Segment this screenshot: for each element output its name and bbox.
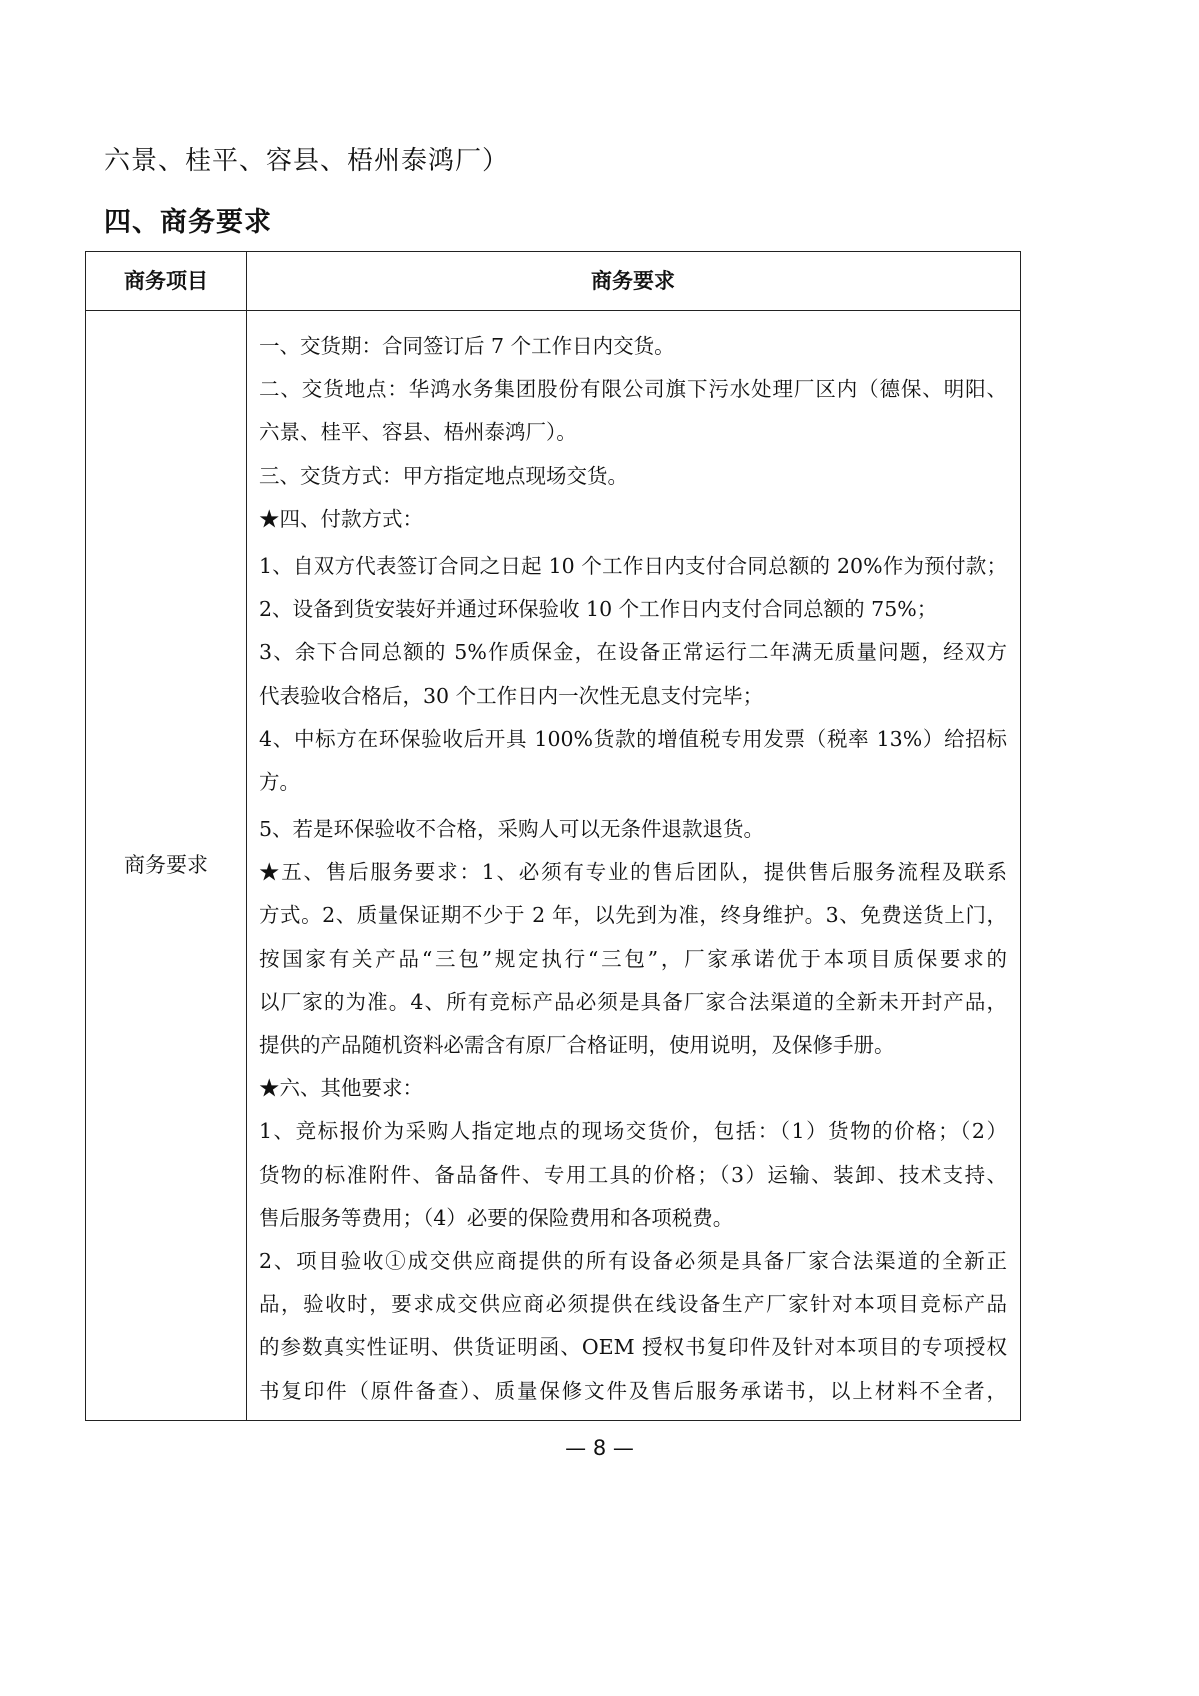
requirement-line: 书复印件（原件备查）、质量保修文件及售后服务承诺书，以上材料不全者， bbox=[259, 1378, 1007, 1403]
requirement-line: 货物的标准附件、备品备件、专用工具的价格；（3）运输、装卸、技术支持、 bbox=[259, 1162, 1007, 1187]
column-divider bbox=[246, 252, 247, 1420]
header-divider bbox=[86, 310, 1020, 311]
requirement-line: 六景、桂平、容县、梧州泰鸿厂）。 bbox=[259, 420, 577, 445]
requirement-line: 代表验收合格后，30 个工作日内一次性无息支付完毕； bbox=[259, 683, 764, 708]
section-title: 四、商务要求 bbox=[104, 207, 272, 238]
business-requirements-table bbox=[85, 251, 1021, 1421]
requirement-line: 二、交货地点：华鸿水务集团股份有限公司旗下污水处理厂区内（德保、明阳、 bbox=[259, 377, 1007, 402]
requirement-line: ★四、付款方式： bbox=[259, 506, 423, 531]
requirement-line: 的参数真实性证明、供货证明函、OEM 授权书复印件及针对本项目的专项授权 bbox=[259, 1335, 1007, 1360]
intro-line: 六景、桂平、容县、梧州泰鸿厂） bbox=[104, 146, 510, 176]
header-business-requirement: 商务要求 bbox=[591, 269, 675, 293]
requirement-line: 4、中标方在环保验收后开具 100%货款的增值税专用发票（税率 13%）给招标 bbox=[259, 726, 1007, 751]
requirement-line: 提供的产品随机资料必需含有原厂合格证明，使用说明，及保修手册。 bbox=[259, 1033, 895, 1057]
requirement-line: 一、交货期：合同签订后 7 个工作日内交货。 bbox=[259, 334, 675, 358]
requirement-line: 售后服务等费用；（4）必要的保险费用和各项税费。 bbox=[259, 1205, 734, 1230]
page-number: — 8 — bbox=[565, 1436, 634, 1460]
requirement-line: 方式。2、质量保证期不少于 2 年，以先到为准，终身维护。3、免费送货上门， bbox=[259, 903, 1007, 928]
requirements-content bbox=[259, 325, 1007, 1413]
row-label: 商务要求 bbox=[124, 853, 208, 877]
requirement-line: 三、交货方式：甲方指定地点现场交货。 bbox=[259, 463, 628, 488]
requirement-line: 2、项目验收①成交供应商提供的所有设备必须是具备厂家合法渠道的全新正 bbox=[259, 1248, 1007, 1273]
requirement-line: 5、若是环保验收不合格，采购人可以无条件退款退货。 bbox=[259, 817, 765, 842]
requirement-line: 1、自双方代表签订合同之日起 10 个工作日内支付合同总额的 20%作为预付款； bbox=[259, 553, 1007, 578]
requirement-line: 1、竞标报价为采购人指定地点的现场交货价，包括：（1）货物的价格；（2） bbox=[259, 1119, 1007, 1144]
requirement-line: 3、余下合同总额的 5%作质保金，在设备正常运行二年满无质量问题，经双方 bbox=[259, 640, 1007, 665]
requirement-line: 品，验收时，要求成交供应商必须提供在线设备生产厂家针对本项目竞标产品 bbox=[259, 1292, 1007, 1317]
requirement-line: 按国家有关产品“三包”规定执行“三包”，厂家承诺优于本项目质保要求的 bbox=[259, 946, 1007, 971]
requirement-line: 方。 bbox=[259, 769, 300, 794]
header-business-item: 商务项目 bbox=[124, 269, 208, 293]
requirement-line: ★六、其他要求： bbox=[259, 1076, 423, 1101]
requirement-line: ★五、售后服务要求：1、必须有专业的售后团队，提供售后服务流程及联系 bbox=[259, 860, 1007, 885]
requirement-line: 2、设备到货安装好并通过环保验收 10 个工作日内支付合同总额的 75%； bbox=[259, 597, 938, 622]
requirement-line: 以厂家的为准。4、所有竞标产品必须是具备厂家合法渠道的全新未开封产品， bbox=[259, 989, 1007, 1014]
